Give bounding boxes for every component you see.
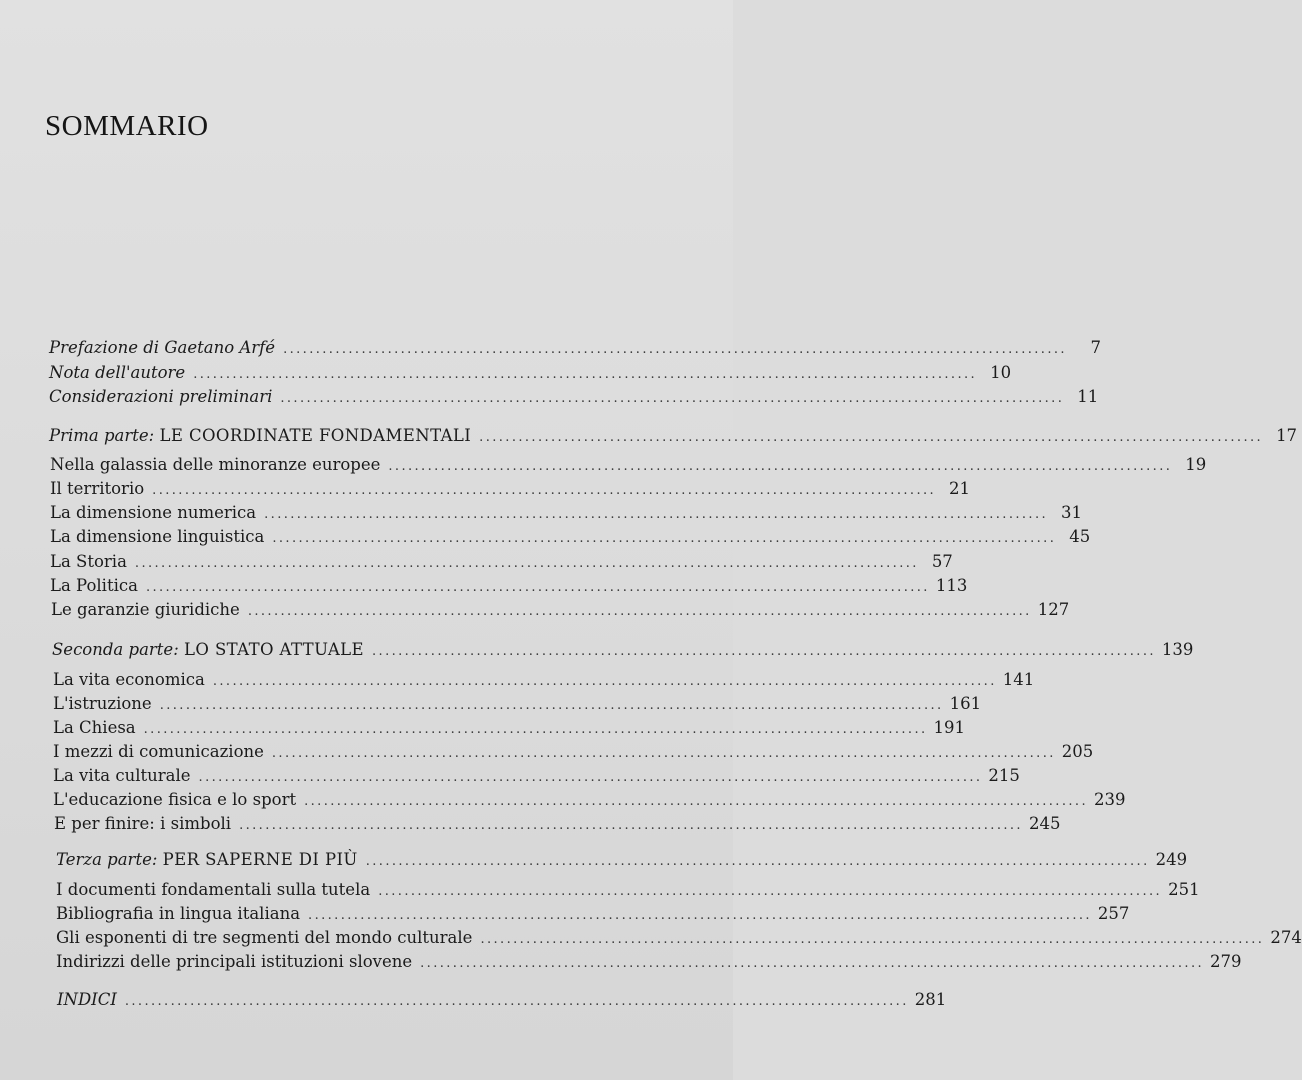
toc-entry-indici [57,990,947,1012]
toc-part-seconda [52,640,1194,662]
toc-entry [53,718,966,740]
toc-page-number: 45 [1069,527,1091,546]
leader-dots: ........................................................................................................................ [304,794,1088,809]
toc-entry-label: L'educazione fisica e lo sport [53,790,297,809]
toc-entry-label: La vita economica [53,670,205,689]
toc-entry-label: INDICI [57,990,117,1009]
toc-entry [54,814,1061,836]
leader-dots: ........................................................................................................................ [159,698,944,713]
toc-page-number: 215 [988,766,1020,785]
leader-dots: ........................................................................................................................ [143,722,928,737]
toc-entry-label: Indirizzi delle principali istituzioni slovene [56,952,413,971]
toc-entry-label: Bibliografia in lingua italiana [56,904,301,923]
toc-entry-prefazione [49,338,1101,360]
toc-part-prima [49,426,1298,448]
leader-dots: ........................................................................................................................ [124,994,909,1009]
leader-dots: ........................................................................................................................ [198,770,983,785]
toc-entry-considerazioni [49,387,1099,409]
toc-part-title: LO STATO ATTUALE [184,640,364,659]
toc-page-number: 139 [1161,640,1194,659]
leader-dots: ........................................................................................................................ [280,391,1065,406]
leader-dots: ........................................................................................................................ [372,644,1156,659]
toc-entry [53,694,982,716]
toc-page-number: 281 [914,990,947,1009]
leader-dots: ........................................................................................................................ [264,507,1049,522]
leader-dots: ........................................................................................................................ [480,932,1265,947]
leader-dots: ........................................................................................................................ [388,459,1173,474]
toc-entry-label: I mezzi di comunicazione [53,742,264,761]
toc-page-number: 279 [1210,952,1242,971]
toc-entry-label: Nella galassia delle minoranze europee [50,455,381,474]
toc-entry [56,952,1242,974]
toc-page-number: 251 [1168,880,1200,899]
leader-dots: ........................................................................................................................ [193,367,978,382]
toc-entry [50,455,1207,477]
toc-entry [56,880,1200,902]
toc-entry [56,928,1302,950]
toc-page-number: 7 [1090,338,1101,357]
toc-entry-label: Il territorio [50,479,145,498]
toc-entry-label: Nota dell'autore [49,363,186,382]
toc-entry-label: La vita culturale [53,766,191,785]
toc-page-number: 57 [931,552,953,571]
toc-page-number: 257 [1097,904,1130,923]
leader-dots: ........................................................................................................................ [378,884,1163,899]
toc-entry-nota [49,363,1012,385]
toc-entry-label: I documenti fondamentali sulla tutela [56,880,371,899]
toc-page-number: 17 [1276,426,1298,445]
leader-dots: ........................................................................................................................ [247,604,1032,619]
toc-page-number: 249 [1155,850,1188,869]
toc-page-number: 239 [1093,790,1126,809]
toc-entry [53,766,1020,788]
toc-page-number: 11 [1077,387,1099,406]
toc-entry-label: La Politica [50,576,138,595]
toc-part-title: PER SAPERNE DI PIÙ [162,850,358,869]
toc-page-number: 31 [1061,503,1083,522]
leader-dots: ........................................................................................................................ [239,818,1023,833]
toc-entry [53,790,1126,812]
toc-part-terza [56,850,1188,872]
leader-dots: ........................................................................................................................ [145,580,930,595]
leader-dots: ........................................................................................................................ [479,430,1264,445]
toc-entry [51,600,1070,622]
toc-part-prefix: Prima parte: [49,426,155,445]
leader-dots: ........................................................................................................................ [134,556,919,571]
toc-part-prefix: Seconda parte: [52,640,179,659]
toc-entry-label: L'istruzione [53,694,152,713]
toc-part-title: LE COORDINATE FONDAMENTALI [159,426,472,445]
toc-entry-label: Le garanzie giuridiche [51,600,240,619]
toc-entry-label: La Chiesa [53,718,136,737]
toc-entry-label: La Storia [50,552,127,571]
toc-part-prefix: Terza parte: [56,850,158,869]
toc-entry-label: E per finire: i simboli [54,814,232,833]
leader-dots: ........................................................................................................................ [271,746,1056,761]
page-title: SOMMARIO [45,110,209,142]
toc-page-number: 161 [949,694,982,713]
toc-entry [50,479,971,501]
toc-entry [50,576,968,598]
toc-entry [50,552,953,574]
toc-page-number: 127 [1037,600,1070,619]
toc-page-number: 205 [1061,742,1094,761]
leader-dots: ........................................................................................................................ [212,674,997,689]
leader-dots: ........................................................................................................................ [283,342,1067,357]
toc-entry [53,670,1035,692]
toc-page-number: 21 [949,479,971,498]
toc-page-number: 245 [1028,814,1061,833]
leader-dots: ........................................................................................................................ [308,908,1092,923]
toc-page-number: 274 [1270,928,1302,947]
toc-page-number: 191 [933,718,966,737]
toc-entry-label: La dimensione linguistica [50,527,265,546]
toc-page-number: 19 [1185,455,1207,474]
leader-dots: ........................................................................................................................ [152,483,937,498]
toc-page-number: 10 [990,363,1012,382]
toc-entry [50,503,1083,525]
toc-entry [53,742,1094,764]
toc-page-number: 141 [1002,670,1035,689]
leader-dots: ........................................................................................................................ [420,956,1205,971]
toc-entry [50,527,1091,549]
toc-entry-label: Gli esponenti di tre segmenti del mondo culturale [56,928,473,947]
toc-entry-label: Prefazione di Gaetano Arfé [49,338,276,357]
toc-page-number: 113 [935,576,968,595]
leader-dots: ........................................................................................................................ [272,531,1057,546]
toc-entry-label: La dimensione numerica [50,503,257,522]
toc-entry [56,904,1130,926]
leader-dots: ........................................................................................................................ [365,854,1150,869]
toc-entry-label: Considerazioni preliminari [49,387,273,406]
